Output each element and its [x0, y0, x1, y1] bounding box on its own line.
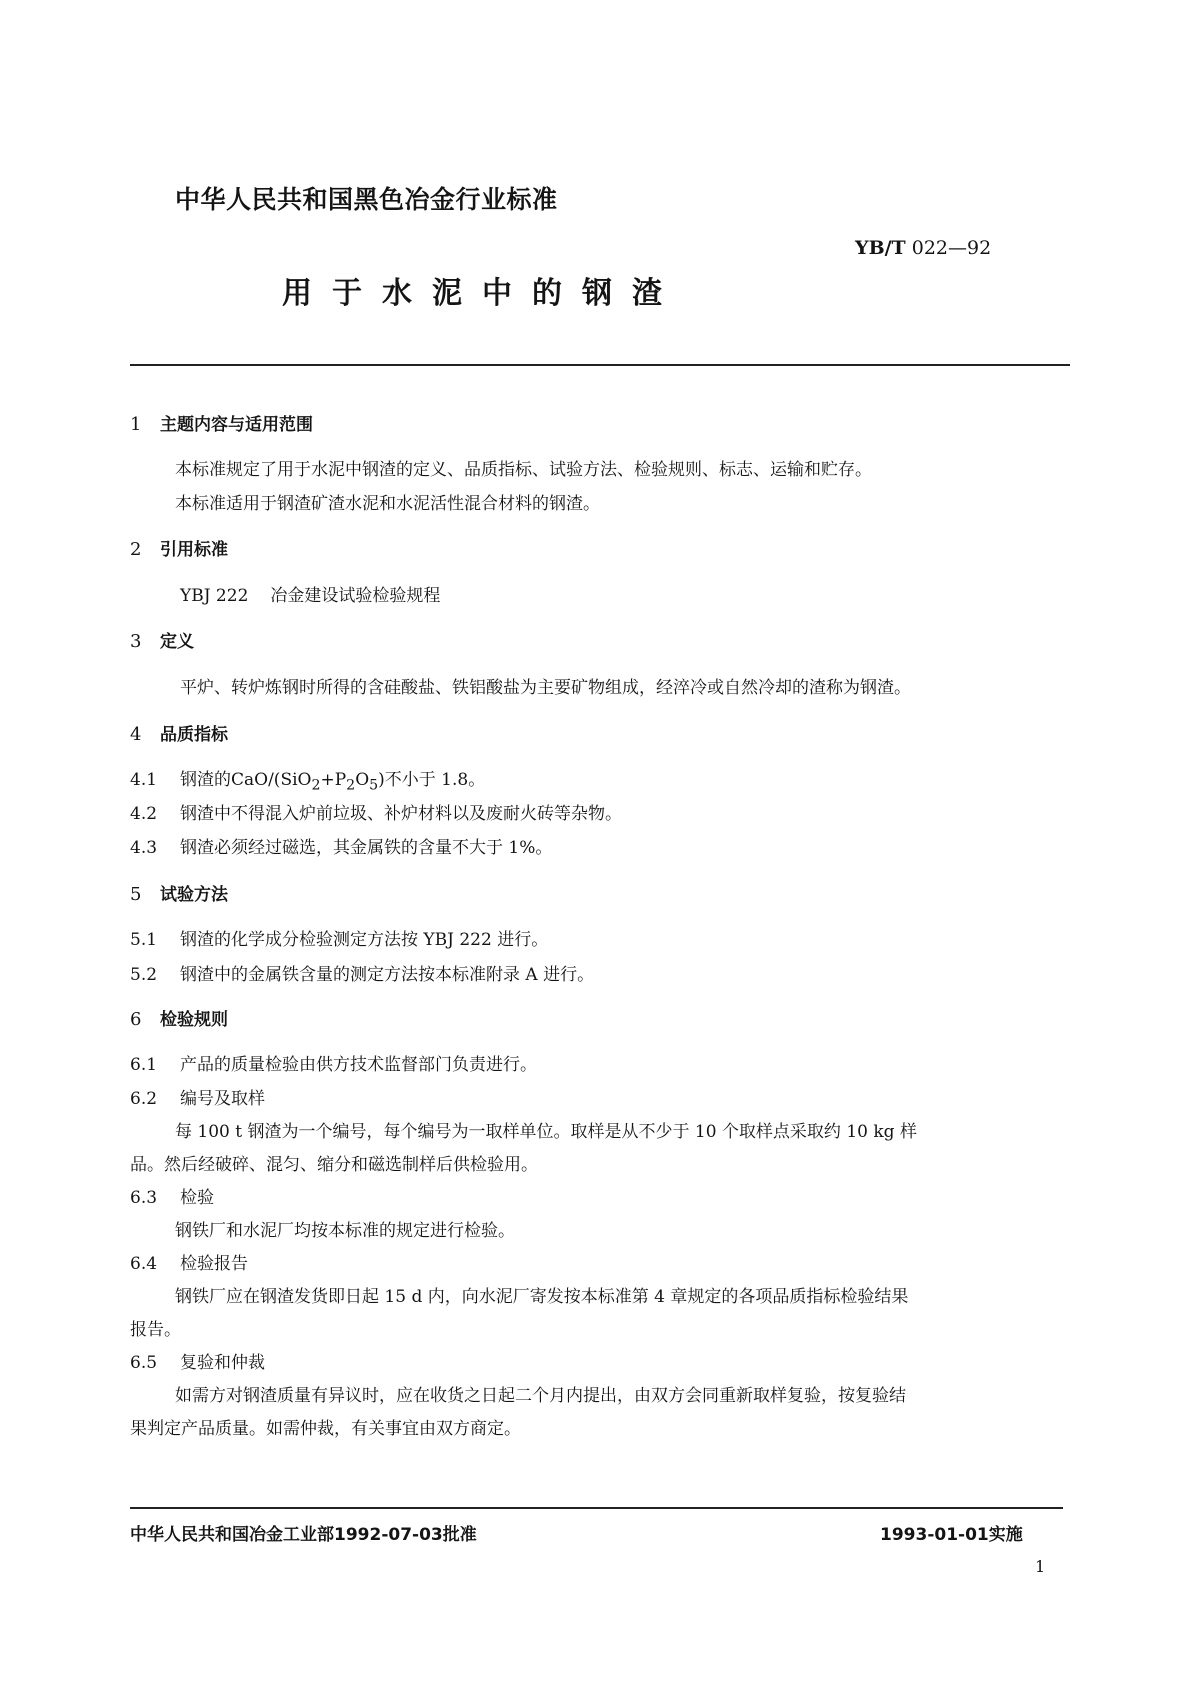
clause-6-3 — [130, 1183, 214, 1208]
section-title: 品质指标 — [160, 725, 228, 745]
clause-number: 4.3 — [130, 838, 158, 858]
clause-text: 编号及取样 — [180, 1089, 265, 1109]
reference-code: YBJ 222 — [180, 586, 249, 606]
section-title: 试验方法 — [160, 885, 228, 905]
clause-number: 4.1 — [130, 770, 158, 790]
clause-6-4-line-1: 钢铁厂应在钢渣发货即日起 15 d 内，向水泥厂寄发按本标准第 4 章规定的各项品质指标检验结果 — [175, 1287, 909, 1307]
section-number: 1 — [130, 414, 142, 435]
clause-text: 产品的质量检验由供方技术监督部门负责进行。 — [180, 1055, 537, 1075]
standard-code-number: 022—92 — [911, 237, 992, 259]
clause-6-5-line-2: 果判定产品质量。如需仲裁，有关事宜由双方商定。 — [130, 1419, 521, 1439]
clause-text: 钢渣中的金属铁含量的测定方法按本标准附录 A 进行。 — [180, 965, 595, 985]
clause-text: 钢渣必须经过磁选，其金属铁的含量不大于 1%。 — [180, 838, 553, 858]
clause-6-4-line-2: 报告。 — [130, 1320, 181, 1340]
section-number: 6 — [130, 1009, 142, 1030]
clause-text: 检验报告 — [180, 1254, 248, 1274]
section-1-paragraph-1: 本标准规定了用于水泥中钢渣的定义、品质指标、试验方法、检验规则、标志、运输和贮存。 — [175, 460, 872, 480]
clause-5-1 — [130, 925, 548, 950]
section-5-heading — [130, 880, 228, 905]
standard-code-prefix: YB/T — [855, 237, 906, 259]
standard-code — [855, 237, 991, 259]
clause-6-2-line-1: 每 100 t 钢渣为一个编号，每个编号为一取样单位。取样是从不少于 10 个取样点采取约 10 kg 样 — [175, 1122, 917, 1142]
clause-text: 复验和仲裁 — [180, 1353, 265, 1373]
clause-6-3-line-1: 钢铁厂和水泥厂均按本标准的规定进行检验。 — [175, 1221, 515, 1241]
clause-6-4 — [130, 1249, 248, 1274]
section-number: 4 — [130, 724, 142, 745]
section-number: 2 — [130, 539, 142, 560]
clause-number: 5.2 — [130, 965, 158, 985]
reference-standard — [180, 581, 440, 606]
clause-number: 6.3 — [130, 1188, 158, 1208]
clause-text: 钢渣中不得混入炉前垃圾、补炉材料以及废耐火砖等杂物。 — [180, 804, 622, 824]
clause-6-1 — [130, 1050, 537, 1075]
clause-number: 6.4 — [130, 1254, 158, 1274]
clause-6-5-line-1: 如需方对钢渣质量有异议时，应在收货之日起二个月内提出，由双方会同重新取样复验，按复验结 — [175, 1386, 906, 1406]
section-1-paragraph-2: 本标准适用于钢渣矿渣水泥和水泥活性混合材料的钢渣。 — [175, 494, 600, 514]
clause-6-5 — [130, 1348, 265, 1373]
section-title: 引用标准 — [160, 540, 228, 560]
clause-number: 6.5 — [130, 1353, 158, 1373]
clause-number: 5.1 — [130, 930, 158, 950]
footer-divider — [130, 1507, 1063, 1509]
clause-text: 检验 — [180, 1188, 214, 1208]
clause-number: 6.2 — [130, 1089, 158, 1109]
header-divider — [130, 364, 1070, 366]
clause-5-2 — [130, 960, 594, 985]
section-number: 5 — [130, 884, 142, 905]
document-title: 用于水泥中的钢渣 — [282, 276, 682, 311]
section-6-heading — [130, 1005, 228, 1030]
issuing-org: 中华人民共和国黑色冶金行业标准 — [175, 185, 558, 214]
section-title: 定义 — [160, 632, 194, 652]
clause-number: 4.2 — [130, 804, 158, 824]
section-3-heading — [130, 627, 194, 652]
clause-6-2-line-2: 品。然后经破碎、混匀、缩分和磁选制样后供检验用。 — [130, 1155, 538, 1175]
reference-name: 冶金建设试验检验规程 — [270, 586, 441, 606]
clause-text: 钢渣的化学成分检验测定方法按 YBJ 222 进行。 — [180, 930, 549, 950]
section-title: 主题内容与适用范围 — [160, 415, 313, 435]
section-4-heading — [130, 720, 228, 745]
implementation-date: 1993-01-01实施 — [880, 1525, 1023, 1545]
section-2-heading — [130, 535, 228, 560]
section-number: 3 — [130, 631, 142, 652]
section-title: 检验规则 — [160, 1010, 228, 1030]
section-3-paragraph: 平炉、转炉炼钢时所得的含硅酸盐、铁铝酸盐为主要矿物组成，经淬冷或自然冷却的渣称为钢渣。 — [180, 678, 911, 698]
section-1-heading — [130, 410, 313, 435]
clause-4-3 — [130, 833, 552, 858]
clause-6-2 — [130, 1084, 265, 1109]
clause-number: 6.1 — [130, 1055, 158, 1075]
approval-statement: 中华人民共和国冶金工业部1992-07-03批准 — [130, 1525, 477, 1545]
clause-4-2 — [130, 799, 622, 824]
clause-4-1: 4.1 钢渣的CaO/$(SiO_2+P_2O_5)$不小于 1.8。 — [130, 770, 486, 794]
page-number: 1 — [1035, 1557, 1046, 1576]
